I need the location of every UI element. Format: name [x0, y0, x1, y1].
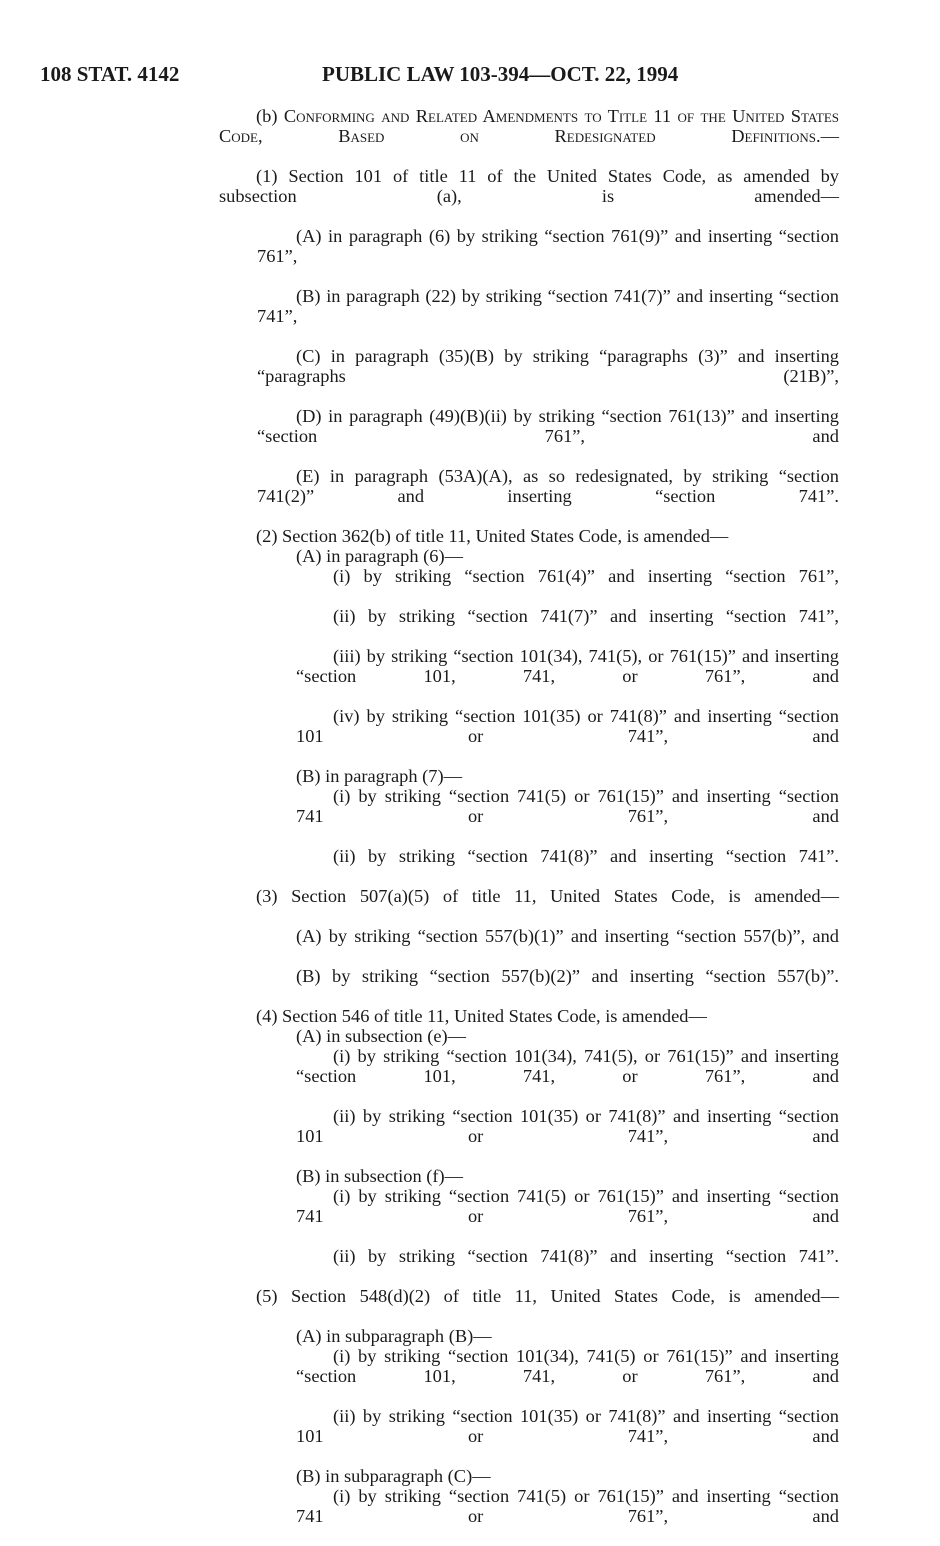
statute-paragraph: (B) in paragraph (7)— [296, 766, 462, 786]
statute-paragraph: (i) by striking “section 101(34), 741(5), or 761(15)” and inserting “section 101, 741, or 761”, and [296, 1046, 839, 1086]
statute-paragraph: (ii) by striking “section 101(35) or 741(8)” and inserting “section 101 or 741”, and [296, 1106, 839, 1146]
statute-paragraph: (ii) by striking “section 741(7)” and inserting “section 741”, [333, 606, 839, 626]
statute-paragraph: (4) Section 546 of title 11, United States Code, is amended— [256, 1006, 707, 1026]
statute-paragraph: (A) by striking “section 557(b)(1)” and inserting “section 557(b)”, and [296, 926, 839, 946]
subsection-title: Conforming and Related Amendments to Title 11 of the United States Code, Based on Redesignated Definitions.— [219, 106, 839, 146]
statute-paragraph: (B) by striking “section 557(b)(2)” and inserting “section 557(b)”. [296, 966, 839, 986]
statute-paragraph: (ii) by striking “section 101(35) or 741(8)” and inserting “section 101 or 741”, and [296, 1406, 839, 1446]
statute-paragraph: (B) in subsection (f)— [296, 1166, 464, 1186]
statute-text [219, 106, 839, 1546]
statute-paragraph: (1) Section 101 of title 11 of the United States Code, as amended by subsection (a), is amended— [219, 166, 839, 206]
statute-paragraph: (5) Section 548(d)(2) of title 11, United States Code, is amended— [256, 1286, 839, 1306]
page-stat-number: 108 STAT. 4142 [40, 62, 180, 86]
statute-paragraph: (ii) by striking “section 741(8)” and inserting “section 741”. [333, 846, 839, 866]
statute-paragraph: (iii) by striking “section 101(34), 741(5), or 761(15)” and inserting “section 101, 741, or 761”, and [296, 646, 839, 686]
statute-paragraph: (A) in subparagraph (B)— [296, 1326, 492, 1346]
statute-paragraph: (i) by striking “section 101(34), 741(5) or 761(15)” and inserting “section 101, 741, or 761”, and [296, 1346, 839, 1386]
statute-paragraph: (i) by striking “section 741(5) or 761(15)” and inserting “section 741 or 761”, and [296, 1186, 839, 1226]
statute-paragraph: (B) in paragraph (22) by striking “section 741(7)” and inserting “section 741”, [257, 286, 839, 326]
statute-paragraph: (i) by striking “section 741(5) or 761(15)” and inserting “section 741 or 761”, and [296, 1486, 839, 1526]
statute-paragraph: (i) by striking “section 741(5) or 761(15)” and inserting “section 741 or 761”, and [296, 786, 839, 826]
statute-paragraph: (B) in subparagraph (C)— [296, 1466, 491, 1486]
statute-paragraph: (iv) by striking “section 101(35) or 741(8)” and inserting “section 101 or 741”, and [296, 706, 839, 746]
statute-paragraph: (ii) by striking “section 741(8)” and inserting “section 741”. [333, 1246, 839, 1266]
statute-paragraph: (C) in paragraph (35)(B) by striking “paragraphs (3)” and inserting “paragraphs (21B)”, [257, 346, 839, 386]
statute-paragraph: (3) Section 507(a)(5) of title 11, United States Code, is amended— [256, 886, 839, 906]
subsection-heading [219, 106, 839, 166]
page-running-title: PUBLIC LAW 103-394—OCT. 22, 1994 [322, 62, 679, 86]
statute-paragraph: (2) Section 362(b) of title 11, United States Code, is amended— [256, 526, 729, 546]
statute-paragraph: (A) in paragraph (6) by striking “section 761(9)” and inserting “section 761”, [257, 226, 839, 266]
statute-paragraph: (E) in paragraph (53A)(A), as so redesignated, by striking “section 741(2)” and inserting “section 741”. [257, 466, 839, 506]
statute-paragraph: (A) in subsection (e)— [296, 1026, 467, 1046]
subsection-label: (b) [256, 106, 284, 126]
statute-paragraph: (D) in paragraph (49)(B)(ii) by striking “section 761(13)” and inserting “section 761”, and [257, 406, 839, 446]
statute-paragraph: (i) by striking “section 761(4)” and inserting “section 761”, [333, 566, 839, 586]
statute-paragraph: (A) in paragraph (6)— [296, 546, 463, 566]
